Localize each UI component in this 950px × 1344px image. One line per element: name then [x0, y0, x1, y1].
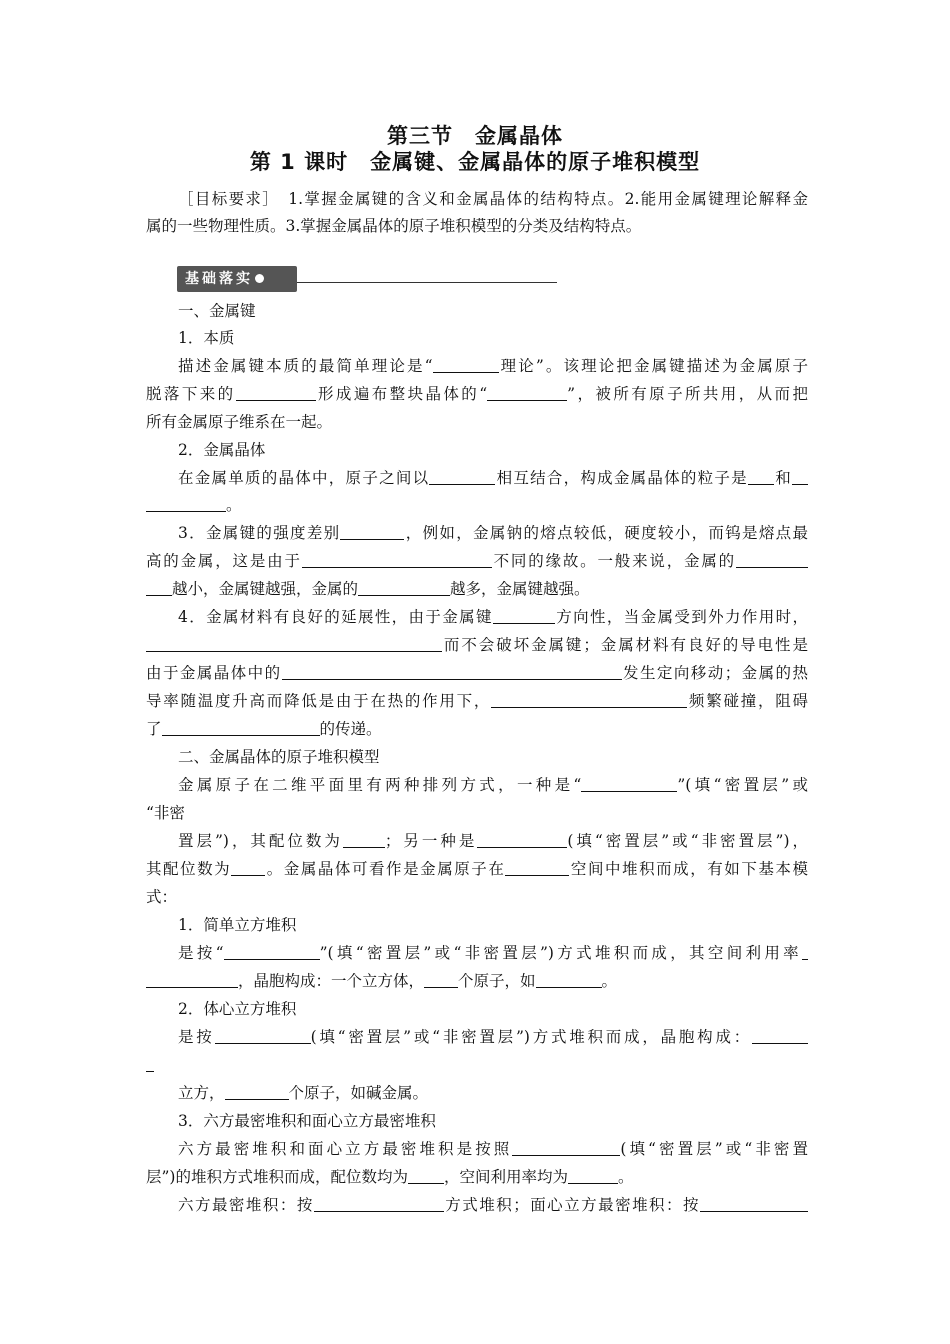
- sub2-line-2: [146, 1054, 808, 1076]
- sub2-line-1: 是按 (填“密置层”或“非密置层”)方式堆积而成，晶胞构成：: [178, 1026, 808, 1048]
- blank[interactable]: [493, 608, 555, 624]
- blank[interactable]: [146, 636, 442, 652]
- blank[interactable]: [162, 720, 320, 736]
- blank[interactable]: [408, 1168, 444, 1184]
- section2-intro-line-3: 置层”)，其配位数为 ；另一种是 (填“密置层”或“非密置层”)，: [178, 832, 808, 850]
- sub2-heading: 2．体心立方堆积: [178, 1000, 297, 1018]
- section2-intro-line-4: 其配位数为 。金属晶体可看作是金属原子在 空间中堆积而成，有如下基本模: [146, 860, 808, 878]
- item2-line-2: 。: [146, 494, 808, 516]
- blank[interactable]: [802, 944, 808, 960]
- section1-heading: 一、金属键: [178, 302, 256, 320]
- blank[interactable]: [477, 832, 567, 848]
- item1-line-1: 描述金属键本质的最简单理论是“ 理论”。该理论把金属键描述为金属原子: [178, 357, 808, 375]
- blank[interactable]: [343, 832, 385, 848]
- item4-line-2: 而不会破坏金属键；金属材料有良好的导电性是: [146, 634, 808, 656]
- blank[interactable]: [340, 524, 404, 540]
- goals-line-2: 属的一些物理性质。3.掌握金属晶体的原子堆积模型的分类及结构特点。: [146, 217, 642, 235]
- item1-heading: 1．本质: [178, 329, 235, 347]
- section2-intro-line-2: “非密: [146, 804, 185, 822]
- item3-line-2: 高的金属，这是由于 不同的缘故。一般来说，金属的: [146, 550, 808, 572]
- blank[interactable]: [505, 860, 569, 876]
- blank[interactable]: [568, 1168, 618, 1184]
- blank[interactable]: [536, 972, 602, 988]
- sub3-line-1: 六方最密堆积和面心立方最密堆积是按照 (填“密置层”或“非密置: [178, 1140, 808, 1158]
- blank[interactable]: [748, 469, 774, 485]
- blank[interactable]: [224, 944, 320, 960]
- blank[interactable]: [429, 469, 495, 485]
- blank[interactable]: [146, 496, 226, 512]
- lesson-title: 第 1 课时 金属键、金属晶体的原子堆积模型: [249, 150, 701, 174]
- sub3-line-2: 层”)的堆积方式堆积而成，配位数均为 ，空间利用率均为 。: [146, 1168, 634, 1186]
- item2-heading: 2．金属晶体: [178, 441, 266, 459]
- section2-intro-line-1: 金属原子在二维平面里有两种排列方式，一种是“ ”(填“密置层”或: [178, 776, 808, 794]
- blank[interactable]: [433, 357, 499, 373]
- blank[interactable]: [424, 972, 458, 988]
- basics-banner: [177, 266, 297, 292]
- sub2-line-3: 立方， 个原子，如碱金属。: [178, 1084, 429, 1102]
- section2-heading: 二、金属晶体的原子堆积模型: [178, 748, 380, 766]
- blank[interactable]: [491, 692, 687, 708]
- blank[interactable]: [736, 552, 808, 568]
- goals-line-1: ［目标要求］ 1.掌握金属键的含义和金属晶体的结构特点。2.能用金属键理论解释金: [178, 190, 808, 208]
- item4-line-5: 了 的传递。: [146, 720, 382, 738]
- blank[interactable]: [581, 776, 677, 792]
- blank[interactable]: [700, 1196, 808, 1212]
- blank[interactable]: [358, 580, 450, 596]
- item1-line-3: 所有金属原子维系在一起。: [146, 413, 333, 431]
- sub1-line-2: ，晶胞构成：一个立方体， 个原子，如 。: [146, 970, 808, 992]
- item4-line-1: 4．金属材料有良好的延展性，由于金属键 方向性，当金属受到外力作用时，: [178, 608, 808, 626]
- banner-divider: [297, 282, 557, 283]
- item3-line-1: 3．金属键的强度差别 ，例如，金属钠的熔点较低，硬度较小，而钨是熔点最: [178, 524, 808, 542]
- section-title: 第三节 金属晶体: [387, 124, 563, 148]
- sub1-heading: 1．简单立方堆积: [178, 916, 297, 934]
- blank[interactable]: [314, 1196, 444, 1212]
- banner-label: 基础落实: [185, 271, 253, 287]
- blank[interactable]: [225, 1084, 289, 1100]
- blank[interactable]: [302, 552, 492, 568]
- item4-line-4: 导率随温度升高而降低是由于在热的作用下， 频繁碰撞，阻碍: [146, 692, 808, 710]
- blank[interactable]: [236, 385, 316, 401]
- blank[interactable]: [752, 1028, 808, 1044]
- item4-line-3: 由于金属晶体中的 发生定向移动；金属的热: [146, 664, 808, 682]
- sub3-heading: 3．六方最密堆积和面心立方最密堆积: [178, 1112, 436, 1130]
- item3-line-3: 越小，金属键越强，金属的 越多，金属键越强。: [146, 578, 808, 600]
- blank[interactable]: [231, 860, 265, 876]
- blank[interactable]: [146, 580, 172, 596]
- sub3-line-3: 六方最密堆积：按 方式堆积；面心立方最密堆积：按: [178, 1194, 808, 1216]
- sub1-line-1: 是按“ ”(填“密置层”或“非密置层”)方式堆积而成，其空间利用率: [178, 942, 808, 964]
- blank[interactable]: [512, 1140, 620, 1156]
- blank[interactable]: [792, 469, 808, 485]
- item2-line-1: 在金属单质的晶体中，原子之间以 相互结合，构成金属晶体的粒子是 和: [178, 467, 808, 489]
- section2-intro-line-5: 式：: [146, 888, 178, 906]
- blank[interactable]: [215, 1028, 311, 1044]
- blank[interactable]: [282, 664, 622, 680]
- blank[interactable]: [146, 972, 238, 988]
- bullet-dot-icon: [255, 274, 264, 283]
- item1-line-2: 脱落下来的 形成遍布整块晶体的“ ”，被所有原子所共用，从而把: [146, 385, 808, 403]
- blank[interactable]: [487, 385, 567, 401]
- blank[interactable]: [146, 1056, 154, 1072]
